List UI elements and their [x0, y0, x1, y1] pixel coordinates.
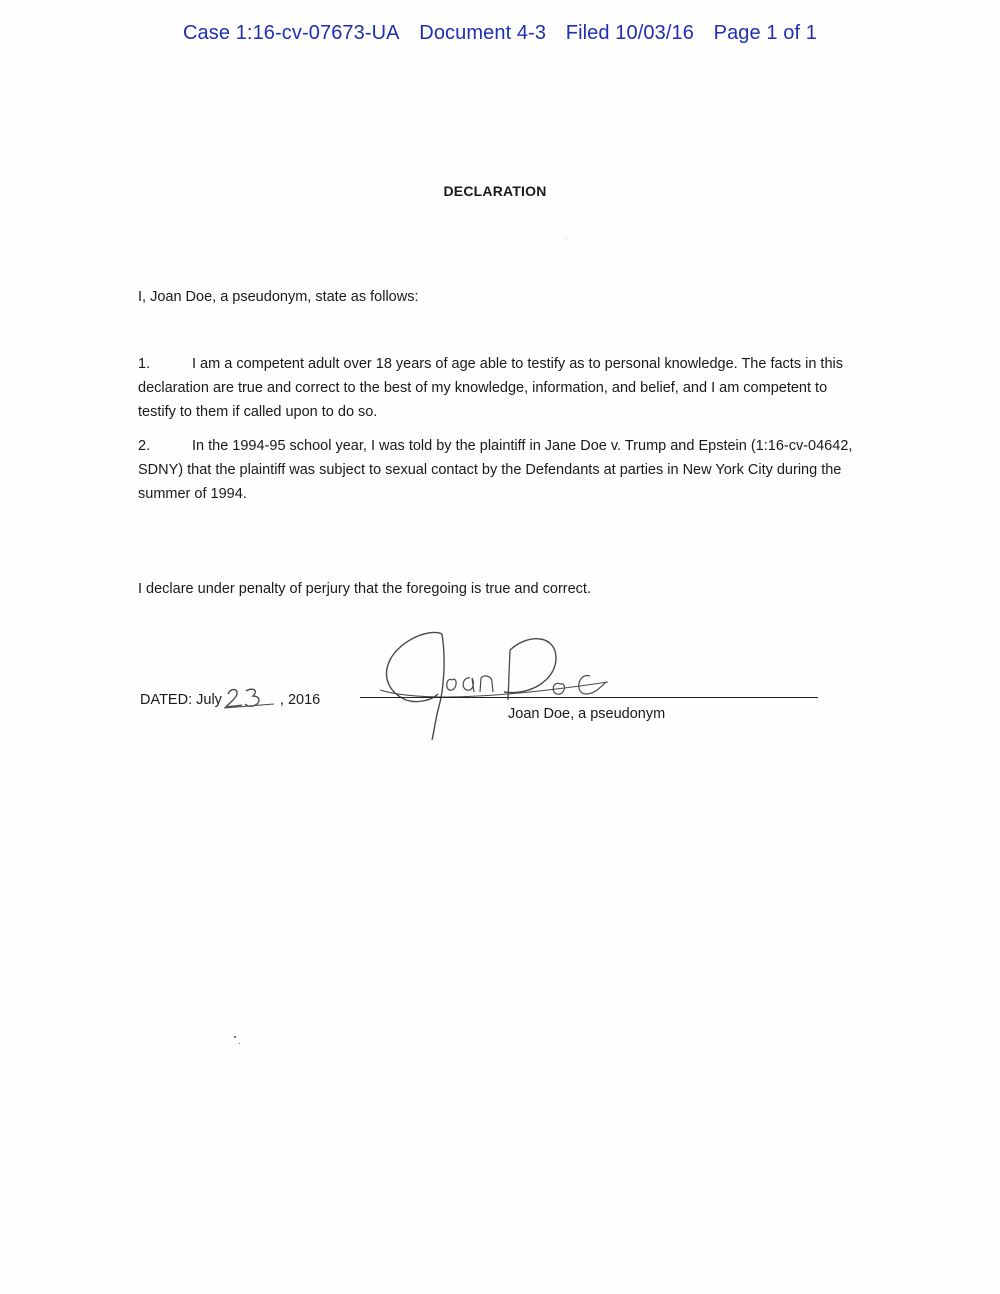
dated-line — [140, 686, 320, 708]
signatory-name: Joan Doe, a pseudonym — [508, 706, 666, 722]
dated-prefix: DATED: July — [140, 692, 222, 708]
paragraph-number: 2. — [138, 438, 151, 454]
scan-speck — [234, 1036, 236, 1038]
paragraph-number: 1. — [138, 356, 151, 372]
paragraph-text: I am a competent adult over 18 years of age able to testify as to personal knowledge. The facts in this declaration are true and correct to the best of my knowledge, information, and belief, and I am competent to testify to them if called upon to do so. — [138, 356, 843, 420]
scan-speck — [239, 1043, 240, 1044]
perjury-statement: I declare under penalty of perjury that the foregoing is true and correct. — [138, 581, 591, 597]
document-number: Document 4-3 — [419, 22, 547, 44]
paragraph-text: In the 1994-95 school year, I was told by the plaintiff in Jane Doe v. Trump and Epstein (1:16-cv-04642, SDNY) that the plaintiff was subject to sexual contact by the Defendants at parties in New York City during the summer of 1994. — [138, 438, 853, 502]
signature-line — [360, 697, 818, 698]
scan-speck — [566, 238, 567, 239]
paragraph-2 — [138, 434, 858, 506]
case-number: Case 1:16-cv-07673-UA — [182, 22, 400, 44]
dated-suffix: , 2016 — [279, 692, 321, 708]
page-number: Page 1 of 1 — [713, 22, 818, 44]
paragraph-1 — [138, 352, 858, 424]
ecf-header — [0, 22, 1000, 45]
handwritten-signature — [380, 630, 620, 742]
handwritten-day — [222, 686, 280, 708]
filed-date: Filed 10/03/16 — [565, 22, 694, 44]
document-title: DECLARATION — [443, 183, 547, 199]
intro-statement: I, Joan Doe, a pseudonym, state as follows: — [138, 289, 419, 305]
